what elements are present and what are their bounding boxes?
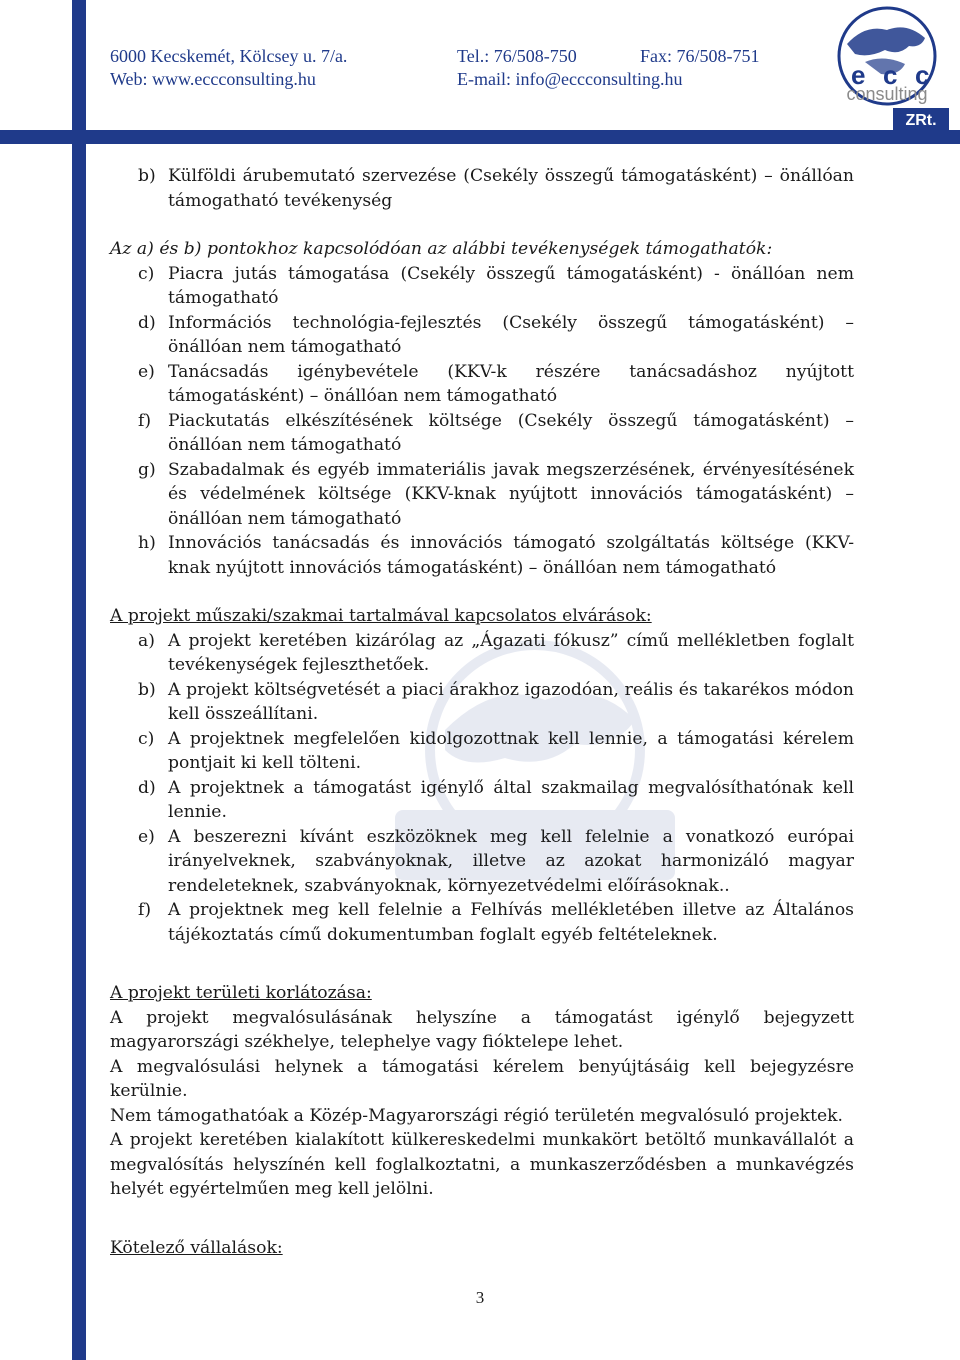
territorial-paragraph: A projekt keretében kialakított külkereskedelmi munkakört betöltő munkavállalót a megvalósítás helyszínén kell foglalkoztatni, a munkaszerződésben a munkavégzés helyét egyértelműen meg kell jelölni. bbox=[110, 1130, 854, 1199]
obligations-heading: Kötelező vállalások: bbox=[110, 1237, 283, 1258]
list-item: d) A projektnek a támogatást igénylő által szakmailag megvalósíthatónak kell lennie. bbox=[138, 777, 854, 822]
related-heading: Az a) és b) pontokhoz kapcsolódóan az alábbi tevékenységek támogathatók: bbox=[110, 239, 773, 259]
header-tel: Tel.: 76/508-750 bbox=[457, 46, 577, 66]
list-item: f) Piackutatás elkészítésének költsége (Csekély összegű támogatásként) – önállóan nem támogatható bbox=[138, 410, 854, 455]
territorial-paragraph: A megvalósulási helynek a támogatási kérelem benyújtásáig kell bejegyzésre kerülnie. bbox=[110, 1056, 854, 1101]
logo-letter-c1: c bbox=[883, 60, 898, 90]
related-list bbox=[110, 262, 854, 581]
list-item: d) Információs technológia-fejlesztés (Csekély összegű támogatásként) – önállóan nem támogatható bbox=[138, 312, 854, 357]
logo-word: consulting bbox=[846, 84, 928, 104]
technical-heading: A projekt műszaki/szakmai tartalmával kapcsolatos elvárások: bbox=[110, 606, 652, 626]
territorial-heading: A projekt területi korlátozása: bbox=[110, 983, 372, 1003]
list-item: e) A beszerezni kívánt eszközöknek meg kell felelnie a vonatkozó európai irányelveknek, szabványoknak, illetve az azokat harmonizáló magyar rendeleteknek, szabványoknak, környezetvédelmi előírásoknak.. bbox=[138, 826, 854, 896]
header-email: E-mail: info@eccconsulting.hu bbox=[457, 69, 683, 89]
list-item: e) Tanácsadás igénybevétele (KKV-k részére tanácsadáshoz nyújtott támogatásként) – önállóan nem támogatható bbox=[138, 361, 854, 406]
header-address: 6000 Kecskemét, Kölcsey u. 7/a. bbox=[110, 46, 348, 66]
document-body bbox=[110, 164, 854, 1260]
list-item: g) Szabadalmak és egyéb immateriális javak megszerzésének, érvényesítésének és védelmének költsége (KKV-knak nyújtott innovációs támogatásként) – önállóan nem támogatható bbox=[138, 459, 854, 529]
ecc-consulting-logo bbox=[825, 4, 950, 132]
page-header bbox=[0, 0, 960, 140]
logo-suffix: ZRt. bbox=[905, 112, 937, 129]
territorial-paragraph: A projekt megvalósulásának helyszíne a támogatást igénylő bejegyzett magyarországi székhelye, telephelye vagy fióktelepe lehet. bbox=[110, 1007, 854, 1052]
technical-list bbox=[110, 629, 854, 948]
territorial-paragraph: Nem támogathatóak a Közép-Magyarországi régió területén megvalósuló projektek. bbox=[110, 1105, 844, 1126]
list-item: f) A projektnek meg kell felelnie a Felhívás mellékletében illetve az Általános tájékoztatás című dokumentumban foglalt egyéb feltételeknek. bbox=[138, 900, 854, 945]
header-web: Web: www.eccconsulting.hu bbox=[110, 69, 316, 89]
list-item: c) A projektnek megfelelően kidolgozottnak kell lennie, a támogatási kérelem pontjait ki kell tölteni. bbox=[138, 728, 854, 773]
header-rule bbox=[0, 130, 960, 144]
intro-list bbox=[110, 164, 854, 213]
logo-letter-e: e bbox=[851, 60, 866, 90]
list-item: b) Külföldi árubemutató szervezése (Csekély összegű támogatásként) – önállóan támogatható tevékenység bbox=[138, 166, 854, 211]
list-item: b) A projekt költségvetését a piaci árakhoz igazodóan, reális és takarékos módon kell összeállítani. bbox=[138, 679, 854, 724]
page-number: 3 bbox=[475, 1288, 485, 1307]
list-item: h) Innovációs tanácsadás és innovációs támogató szolgáltatás költsége (KKV-knak nyújtott innovációs támogatásként) – önállóan nem támogatható bbox=[138, 533, 854, 578]
logo-letter-c2: c bbox=[915, 60, 930, 90]
left-margin-bar bbox=[72, 0, 86, 1360]
header-fax: Fax: 76/508-751 bbox=[640, 46, 760, 66]
list-item: a) A projekt keretében kizárólag az „Ágazati fókusz” című mellékletben foglalt tevékenységek fejleszthetőek. bbox=[138, 630, 854, 675]
list-item: c) Piacra jutás támogatása (Csekély összegű támogatásként) - önállóan nem támogatható bbox=[138, 263, 854, 308]
